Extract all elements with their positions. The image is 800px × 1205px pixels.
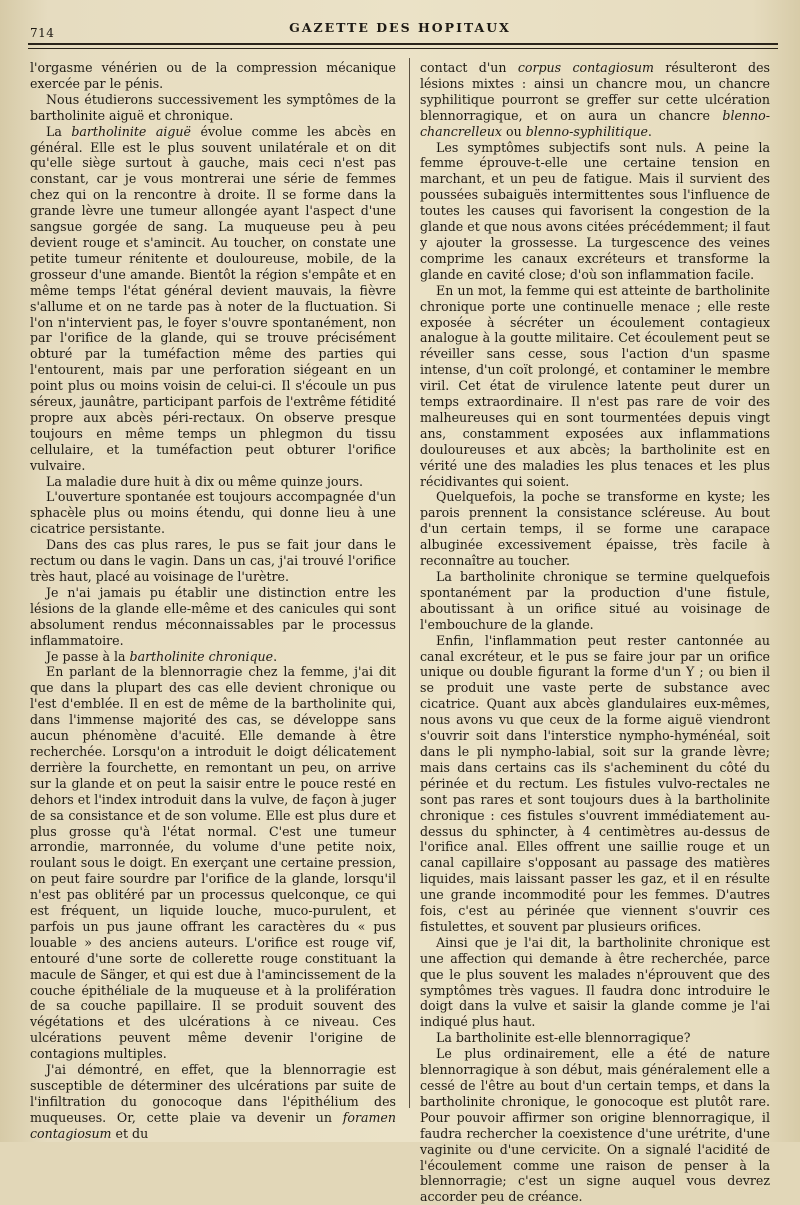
italic-term: bartholinite aiguë xyxy=(71,123,191,139)
paragraph: Les symptômes subjectifs sont nuls. A peine la femme éprouve-t-elle une certaine tension en marchant, et un peu de fatigue. Mais il survient des poussées subaiguës intermittentes sous l'influence de toutes les causes qui favorisent la congestion de la glande et que nous avons citées précédemment; il faut y ajouter la grossesse. La turgescence des veines comprime les canaux excréteurs et transforme la glande en cavité close; d'où son inflammation facile. xyxy=(420,139,770,282)
running-title: GAZETTE DES HOPITAUX xyxy=(289,20,511,35)
column-divider xyxy=(409,58,410,1108)
paragraph: Quelquefois, la poche se transforme en kyste; les parois prennent la consistance scléreuse. Au bout d'un certain temps, il se forme une carapace albuginée excessivement épaisse, très facile à reconnaître au toucher. xyxy=(420,489,770,569)
paragraph: La bartholinite est-elle blennorragique? xyxy=(436,1030,691,1046)
paragraph: Ainsi que je l'ai dit, la bartholinite chronique est une affection qui demande à être recherchée, parce que le plus souvent les malades n'éprouvent que des symptômes très vagues. Il faudra donc introduire le doigt dans la vulve et saisir la glande comme je l'ai indiqué plus haut. xyxy=(420,934,770,1030)
paragraph: Je n'ai jamais pu établir une distinction entre les lésions de la glande elle-même et des canicules qui sont absolument rendus méconnaissables par le processus inflammatoire. xyxy=(30,584,396,648)
paragraph: Le plus ordinairement, elle a été de nature blennorragique à son début, mais généralement elle a cessé de l'être au bout d'un certain temps, et dans la bartholinite chronique, le gonocoque est plutôt rare. Pour pouvoir affirmer son origine blennorragique, il faudra rechercher la coexistence d'une urétrite, d'une vaginite ou d'une cervicite. On a signalé l'acidité de l'écoulement comme une raison de penser à la blennorragie; c'est un signe auquel vous devrez accorder peu de créance. xyxy=(420,1046,770,1205)
paragraph: Dans des cas plus rares, le pus se fait jour dans le rectum ou dans le vagin. Dans un cas, j'ai trouvé l'orifice très haut, placé au voisinage de l'urètre. xyxy=(30,537,396,584)
paragraph: Nous étudierons successivement les symptômes de la bartholinite aiguë et chronique. xyxy=(30,91,396,123)
header-rule-thin xyxy=(28,48,778,49)
paragraph: L'ouverture spontanée est toujours accompagnée d'un sphacèle plus ou moins étendu, qui donne lieu à une cicatrice persistante. xyxy=(30,489,396,537)
paragraph: En parlant de la blennorragie chez la femme, j'ai dit que dans la plupart des cas elle devient chronique ou l'est d'emblée. Il en est de même de la bartholinite qui, dans l'immense majorité des cas, se développe sans aucun phénomène d'acuité. Elle demande à être recherchée. Lorsqu'on a introduit le doigt délicatement derrière la fourchette, en remontant un peu, on arrive sur la glande et on peut la saisir entre le pouce resté en dehors et l'index introduit dans la vulve, de façon à juger de sa consistance et de son volume. Elle est plus dure et plus grosse qu'à l'état normal. C'est une tumeur arrondie, marronnée, du volume d'une petite noix, roulant sous le doigt. En exerçant une certaine pression, on peut faire sourdre par l'orifice de la glande, lorsqu'il n'est pas oblitéré par un processus quelconque, ce qui est fréquent, un liquide louche, muco-purulent, et parfois un pus jaune offrant les caractères du « pus louable » des anciens auteurs. L'orifice est rouge vif, entouré d'une sorte de collerette rouge constituant la macule de Sänger, et qui est due à l'amincissement de la couche épithéliale de la muqueuse et à la prolifération de sa couche papillaire. Il se produit souvent des végétations et des ulcérations à ce niveau. Ces ulcérations peuvent même devenir l'origine de contagions multiples. xyxy=(30,664,396,1062)
italic-term: corpus contagiosum xyxy=(517,60,654,75)
paragraph: La bartholinite aiguë évolue comme les abcès en général. Elle est le plus souvent unilatérale et on dit qu'elle siège surtout à gauche, mais ceci n'est pas constant, car je vous montrerai une série de femmes chez qui on la rencontre à droite. Il se forme dans la grande lèvre une tumeur allongée ayant l'aspect d'une sangsue gorgée de sang. La muqueuse peu à peu devient rouge et s'amincit. Au toucher, on constate une petite tumeur rénitente et douloureuse, mobile, de la grosseur d'une amande. Bientôt la région s'empâte et en même temps l'état général devient mauvais, la fièvre s'allume et on ne tarde pas à noter de la fluctuation. Si l'on n'intervient pas, le foyer s'ouvre spontanément, non par l'orifice de la glande, qui se trouve précisément obturé par la tuméfaction même des parties qui l'entourent, mais par une perforation siégeant en un point plus ou moins voisin de celui-ci. Il s'écoule un pus séreux, jaunâtre, participant parfois de l'extrême fétidité propre aux abcès péri-rectaux. On observe presque toujours en même temps un phlegmon du tissu cellulaire, et la tuméfaction peut obturer l'orifice vulvaire. xyxy=(30,123,397,473)
paragraph: Enfin, l'inflammation peut rester cantonnée au canal excréteur, et le pus se faire jour par un orifice unique ou double figurant la forme d'un Y ; ou bien il se produit une vaste perte de substance avec cicatrice. Quant aux abcès glandulaires eux-mêmes, nous avons vu que ceux de la forme aiguë viendront s'ouvrir soit dans l'interstice nympho-hyménéal, soit dans le pli nympho-labial, soit sur la grande lèvre; mais dans certains cas ils s'acheminent du côté du périnée et du rectum. Les fistules vulvo-rectales ne sont pas rares et sont toujours dues à la bartholinite chronique : ces fistules s'ouvrent immédiatement au-dessus du sphincter, à 4 centimètres au-dessus de l'orifice anal. Elles offrent une saillie rouge et un canal capillaire s'opposant au passage des matières liquides, mais laissant passer les gaz, et il en résulte une grande incommodité pour les femmes. D'autres fois, c'est au périnée que viennent s'ouvrir ces fistulettes, et souvent par plusieurs orifices. xyxy=(420,632,770,934)
header-rule xyxy=(28,43,778,45)
italic-term: bartholinite chronique xyxy=(129,648,274,664)
paragraph: En un mot, la femme qui est atteinte de bartholinite chronique porte une continuelle menace ; elle reste exposée à sécréter un écoulement contagieux analogue à la goutte militaire. Cet écoulement peut se réveiller sans cesse, sous l'action d'un spasme intense, d'un coït prolongé, et contaminer le membre viril. Cet état de virulence latente peut durer un temps extraordinaire. Il n'est pas rare de voir des malheureuses qui en sont tourmentées depuis vingt ans, constamment exposées aux inflammations douloureuses et aux abcès; la bartholinite est en vérité une des maladies les plus tenaces et les plus récidivantes qui soient. xyxy=(420,282,770,489)
paragraph: l'orgasme vénérien ou de la compression mécanique exercée par le pénis. xyxy=(30,60,396,91)
right-column xyxy=(420,60,770,1205)
italic-term: foramen contagiosum xyxy=(30,1109,396,1141)
paragraph: J'ai démontré, en effet, que la blennorragie est susceptible de déterminer des ulcérations par suite de l'infiltration du gonocoque dans l'épithélium des muqueuses. Or, cette plaie va devenir un foramen contagiosum et du xyxy=(30,1062,396,1141)
paragraph: La maladie dure huit à dix ou même quinze jours. xyxy=(46,473,364,489)
page-number: 714 xyxy=(30,26,55,40)
paragraph: contact d'un corpus contagiosum résulteront des lésions mixtes : ainsi un chancre mou, un chancre syphilitique pourront se greffer sur cette ulcération blennorragique, et on aura un chancre blenno-chancrelleux ou blenno-syphilitique. xyxy=(420,60,770,139)
italic-term: blenno-syphilitique xyxy=(525,123,648,139)
italic-term: blenno-chancrelleux xyxy=(420,107,770,139)
paragraph: Je passe à la bartholinite chronique. xyxy=(46,648,278,664)
paragraph: La bartholinite chronique se termine quelquefois spontanément par la production d'une fistule, aboutissant à un orifice situé au voisinage de l'embouchure de la glande. xyxy=(420,569,770,632)
left-column xyxy=(30,60,396,1142)
